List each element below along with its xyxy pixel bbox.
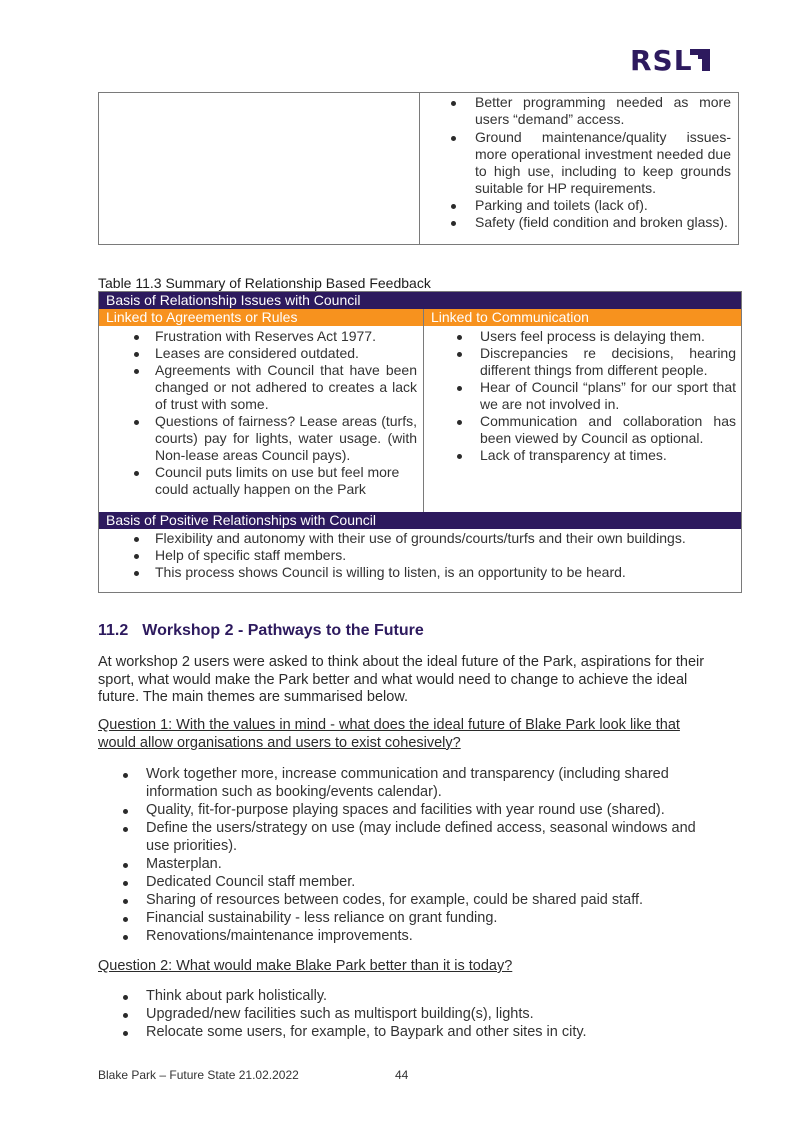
relationship-feedback-table <box>98 291 742 593</box>
intro-paragraph: At workshop 2 users were asked to think about the ideal future of the Park, aspirations for their sport, what would make the Park better and what would need to change to achieve the ideal future. The main themes are summarised below. <box>98 654 705 705</box>
list-item: Users feel process is delaying them. <box>426 328 736 345</box>
list-item: Ground maintenance/quality issues- more operational investment needed due to high use, including to keep grounds suitable for HP requirements. <box>429 129 731 197</box>
left-column-header: Linked to Agreements or Rules <box>99 309 423 326</box>
list-item: Leases are considered outdated. <box>99 345 421 362</box>
logo-mark-icon <box>690 49 710 71</box>
list-item: This process shows Council is willing to listen, is an opportunity to be heard. <box>99 564 739 581</box>
question-1-list <box>98 765 718 945</box>
agreements-list <box>99 328 421 498</box>
question-2-list <box>98 987 718 1041</box>
logo-text: RSL <box>630 44 693 77</box>
list-item: Sharing of resources between codes, for example, could be shared paid staff. <box>98 891 718 909</box>
list-item: Upgraded/new facilities such as multisport building(s), lights. <box>98 1005 718 1023</box>
section-heading <box>98 622 424 640</box>
page-number: 44 <box>395 1068 409 1082</box>
list-item: Help of specific staff members. <box>99 547 739 564</box>
list-item: Questions of fairness? Lease areas (turfs, courts) pay for lights, water usage. (with Non-lease areas Council pays). <box>99 413 421 464</box>
list-item: Discrepancies re decisions, hearing different things from different people. <box>426 345 736 379</box>
list-item: Council puts limits on use but feel more could actually happen on the Park <box>99 464 421 498</box>
list-item: Communication and collaboration has been viewed by Council as optional. <box>426 413 736 447</box>
list-item: Think about park holistically. <box>98 987 718 1005</box>
right-column-header: Linked to Communication <box>424 309 741 326</box>
communication-list <box>426 328 736 464</box>
list-item: Frustration with Reserves Act 1977. <box>99 328 421 345</box>
section-title: Workshop 2 - Pathways to the Future <box>142 622 424 639</box>
positive-header: Basis of Positive Relationships with Council <box>99 512 741 529</box>
list-item: Quality, fit-for-purpose playing spaces and facilities with year round use (shared). <box>98 801 718 819</box>
rsl-logo <box>630 44 712 78</box>
list-item: Flexibility and autonomy with their use of grounds/courts/turfs and their own buildings. <box>99 530 739 547</box>
list-item: Agreements with Council that have been changed or not adhered to creates a lack of trust with some. <box>99 362 421 413</box>
table-caption: Table 11.3 Summary of Relationship Based Feedback <box>98 275 431 291</box>
section-number: 11.2 <box>98 622 129 639</box>
list-item: Better programming needed as more users “demand” access. <box>429 94 731 128</box>
question-1: Question 1: With the values in mind - what does the ideal future of Blake Park look like that would allow organisations and users to exist cohesively? <box>98 717 680 751</box>
question-2: Question 2: What would make Blake Park better than it is today? <box>98 958 513 974</box>
column-divider <box>419 93 420 244</box>
column-divider <box>423 309 424 512</box>
list-item: Masterplan. <box>98 855 718 873</box>
list-item: Work together more, increase communication and transparency (including shared information such as booking/events calendar). <box>98 765 718 801</box>
list-item: Financial sustainability - less reliance on grant funding. <box>98 909 718 927</box>
list-item: Define the users/strategy on use (may include defined access, seasonal windows and use priorities). <box>98 819 718 855</box>
list-item: Parking and toilets (lack of). <box>429 197 731 214</box>
list-item: Renovations/maintenance improvements. <box>98 927 718 945</box>
list-item: Relocate some users, for example, to Baypark and other sites in city. <box>98 1023 718 1041</box>
table-header: Basis of Relationship Issues with Council <box>99 292 741 309</box>
list-item: Lack of transparency at times. <box>426 447 736 464</box>
list-item: Dedicated Council staff member. <box>98 873 718 891</box>
continued-right-list <box>429 93 731 231</box>
footer-document-title: Blake Park – Future State 21.02.2022 <box>98 1068 299 1082</box>
list-item: Safety (field condition and broken glass). <box>429 214 731 231</box>
continued-table <box>98 92 739 245</box>
positive-list <box>99 530 739 581</box>
list-item: Hear of Council “plans” for our sport that we are not involved in. <box>426 379 736 413</box>
